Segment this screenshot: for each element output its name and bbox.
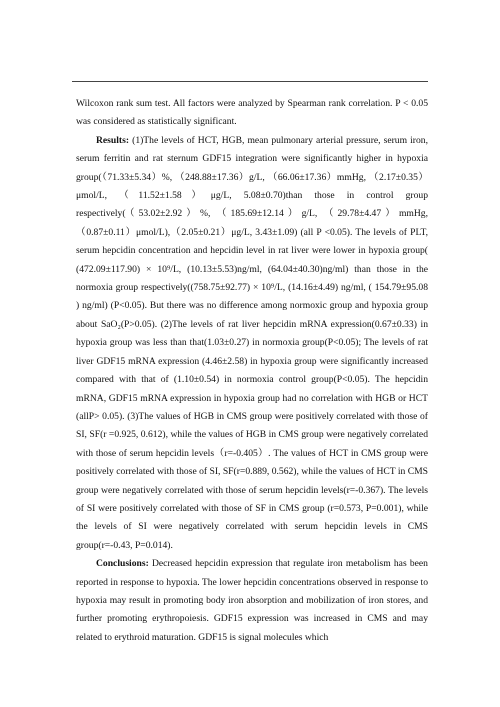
abstract-body — [76, 95, 428, 647]
methods-tail-paragraph: Wilcoxon rank sum test. All factors were analyzed by Spearman rank correlation. P < 0.05 was considered as statistically significant. — [76, 98, 428, 128]
results-paragraph — [76, 132, 428, 555]
results-heading: Results: — [96, 134, 130, 146]
conclusions-text: Decreased hepcidin expression that regulate iron metabolism has been reported in response to hypoxia. The lower hepcidin concentrations observed in response to hypoxia may result in promoting body iron absorption and mobilization of iron stores, and further promoting erythropoiesis. GDF15 expression was increased in CMS and may related to erythroid maturation. GDF15 is signal molecules which — [76, 558, 428, 643]
header-rule — [72, 81, 428, 82]
conclusions-paragraph — [76, 555, 428, 647]
conclusions-heading: Conclusions: — [96, 558, 149, 570]
results-text: (1)The levels of HCT, HGB, mean pulmonary arterial pressure, serum iron, serum ferritin and rat sternum GDF15 integration were significantly higher in hypoxia group(（71.33±5.34）%, （248.88±17.36）g/L, （66.06±17.36）mmHg, （2.17±0.35）μmol/L, （11.52±1.58）μg/L, 5.08±0.70)than those in control group respectively(（53.02±2.92）%, （185.69±12.14）g/L, （29.78±4.47）mmHg, （0.87±0.11）μmol/L),（2.05±0.21）μg/L, 3.43±1.09) (all P <0.05). The levels of PLT, serum hepcidin concentration and hepcidin level in rat liver were lower in hypoxia group( (472.09±117.90) × 10⁹/L, (10.13±5.53)ng/ml, (64.04±40.30)ng/ml) than those in the normoxia group respectively((758.75±92.77) × 10⁹/L, (14.16±4.49) ng/ml, ( 154.79±95.08 ) ng/ml) (P<0.05). But there was no difference among normoxic group and hypoxia group about SaO₂(P>0.05). (2)The levels of rat liver hepcidin mRNA expression(0.67±0.33) in hypoxia group was less than that(1.03±0.27) in normoxia group(P<0.05); The levels of rat liver GDF15 mRNA expression (4.46±2.58) in hypoxia group were significantly increased compared with that of (1.10±0.54) in normoxia control group(P<0.05). The hepcidin mRNA, GDF15 mRNA expression in hypoxia group had no correlation with HGB or HCT (allP> 0.05). (3)The values of HGB in CMS group were positively correlated with those of SI, SF(r =0.925, 0.612), while the values of HGB in CMS group were negatively correlated with those of serum hepcidin levels（r=-0.405）. The values of HCT in CMS group were positively correlated with those of SI, SF(r=0.889, 0.562), while the values of HCT in CMS group were negatively correlated with those of serum hepcidin levels(r=-0.367). The levels of SI were positively correlated with those of SF in CMS group (r=0.573, P=0.001), while the levels of SI were negatively correlated with serum hepcidin levels in CMS group(r=-0.43, P=0.014). — [76, 134, 428, 551]
